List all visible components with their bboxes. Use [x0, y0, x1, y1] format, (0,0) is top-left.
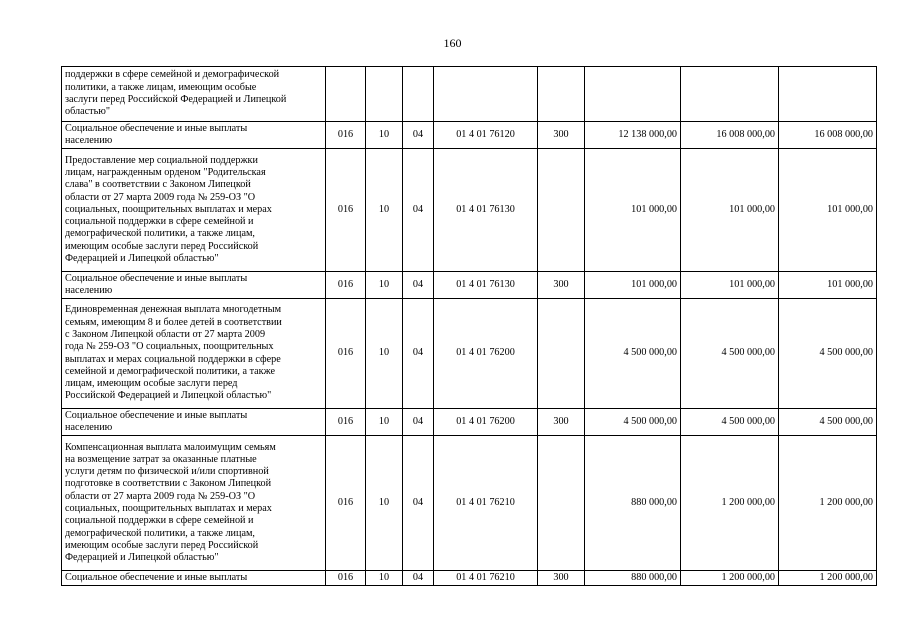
ministry-code: 016: [326, 122, 366, 149]
table-row: [62, 436, 877, 571]
expense-type-code: 300: [538, 122, 585, 149]
row-description: Социальное обеспечение и иные выплаты населению: [62, 122, 326, 149]
amount-year-1: 880 000,00: [585, 436, 681, 571]
amount-year-2: 4 500 000,00: [681, 409, 779, 436]
target-article-code: 01 4 01 76130: [434, 149, 538, 272]
expense-type-code: [538, 299, 585, 409]
expense-type-code: 300: [538, 409, 585, 436]
ministry-code: 016: [326, 409, 366, 436]
subsection-code: 04: [403, 409, 434, 436]
target-article-code: 01 4 01 76120: [434, 122, 538, 149]
subsection-code: 04: [403, 436, 434, 571]
section-code: 10: [366, 299, 403, 409]
ministry-code: [326, 67, 366, 122]
subsection-code: [403, 67, 434, 122]
amount-year-3: 16 008 000,00: [779, 122, 877, 149]
amount-year-3: 4 500 000,00: [779, 299, 877, 409]
ministry-code: 016: [326, 272, 366, 299]
row-description: поддержки в сфере семейной и демографической политики, а также лицам, имеющим особые заслуги перед Российской Федерацией и Липецкой областью": [62, 67, 326, 122]
row-description: Социальное обеспечение и иные выплаты населению: [62, 272, 326, 299]
amount-year-3: [779, 67, 877, 122]
section-code: 10: [366, 122, 403, 149]
ministry-code: 016: [326, 299, 366, 409]
table-row: [62, 67, 877, 122]
row-description: Социальное обеспечение и иные выплаты: [62, 571, 326, 586]
expense-type-code: 300: [538, 272, 585, 299]
target-article-code: [434, 67, 538, 122]
amount-year-1: 101 000,00: [585, 149, 681, 272]
subsection-code: 04: [403, 571, 434, 586]
amount-year-3: 1 200 000,00: [779, 436, 877, 571]
amount-year-2: 16 008 000,00: [681, 122, 779, 149]
amount-year-1: [585, 67, 681, 122]
target-article-code: 01 4 01 76200: [434, 299, 538, 409]
amount-year-2: [681, 67, 779, 122]
amount-year-1: 4 500 000,00: [585, 409, 681, 436]
expense-type-code: 300: [538, 571, 585, 586]
budget-table: [61, 66, 877, 586]
amount-year-2: 4 500 000,00: [681, 299, 779, 409]
amount-year-2: 1 200 000,00: [681, 571, 779, 586]
section-code: 10: [366, 409, 403, 436]
table-row: [62, 122, 877, 149]
subsection-code: 04: [403, 122, 434, 149]
ministry-code: 016: [326, 149, 366, 272]
expense-type-code: [538, 67, 585, 122]
table-row: [62, 272, 877, 299]
row-description: Социальное обеспечение и иные выплаты населению: [62, 409, 326, 436]
amount-year-3: 1 200 000,00: [779, 571, 877, 586]
target-article-code: 01 4 01 76200: [434, 409, 538, 436]
row-description: Единовременная денежная выплата многодетным семьям, имеющим 8 и более детей в соответствии с Законом Липецкой области от 27 марта 2009 года № 259-ОЗ "О социальных, поощрительных выплатах и мерах социальной поддержки в сфере семейной и демографической политики, а также лицам, имеющим особые заслуги перед Российской Федерацией и Липецкой областью": [62, 299, 326, 409]
amount-year-1: 12 138 000,00: [585, 122, 681, 149]
ministry-code: 016: [326, 436, 366, 571]
expense-type-code: [538, 436, 585, 571]
target-article-code: 01 4 01 76210: [434, 571, 538, 586]
amount-year-3: 101 000,00: [779, 149, 877, 272]
section-code: 10: [366, 436, 403, 571]
section-code: 10: [366, 149, 403, 272]
section-code: [366, 67, 403, 122]
row-description: Предоставление мер социальной поддержки лицам, награжденным орденом "Родительская слава" в соответствии с Законом Липецкой области от 27 марта 2009 года № 259-ОЗ "О социальных, поощрительных выплатах и мерах социальной поддержки в сфере семейной и демографической политики, а также лицам, имеющим особые заслуги перед Российской Федерацией и Липецкой областью": [62, 149, 326, 272]
row-description: Компенсационная выплата малоимущим семьям на возмещение затрат за оказанные платные услуги детям по физической и/или спортивной подготовке в соответствии с Законом Липецкой области от 27 марта 2009 года № 259-ОЗ "О социальных, поощрительных выплатах и мерах социальной поддержки в сфере семейной и демографической политики, а также лицам, имеющим особые заслуги перед Российской Федерацией и Липецкой областью": [62, 436, 326, 571]
amount-year-1: 101 000,00: [585, 272, 681, 299]
amount-year-1: 880 000,00: [585, 571, 681, 586]
subsection-code: 04: [403, 272, 434, 299]
page-number: 160: [443, 36, 462, 50]
amount-year-3: 101 000,00: [779, 272, 877, 299]
amount-year-2: 101 000,00: [681, 272, 779, 299]
target-article-code: 01 4 01 76210: [434, 436, 538, 571]
section-code: 10: [366, 571, 403, 586]
amount-year-2: 101 000,00: [681, 149, 779, 272]
amount-year-1: 4 500 000,00: [585, 299, 681, 409]
expense-type-code: [538, 149, 585, 272]
table-row: [62, 149, 877, 272]
table-row: [62, 571, 877, 586]
table-row: [62, 409, 877, 436]
subsection-code: 04: [403, 299, 434, 409]
target-article-code: 01 4 01 76130: [434, 272, 538, 299]
amount-year-2: 1 200 000,00: [681, 436, 779, 571]
ministry-code: 016: [326, 571, 366, 586]
section-code: 10: [366, 272, 403, 299]
amount-year-3: 4 500 000,00: [779, 409, 877, 436]
subsection-code: 04: [403, 149, 434, 272]
table-row: [62, 299, 877, 409]
